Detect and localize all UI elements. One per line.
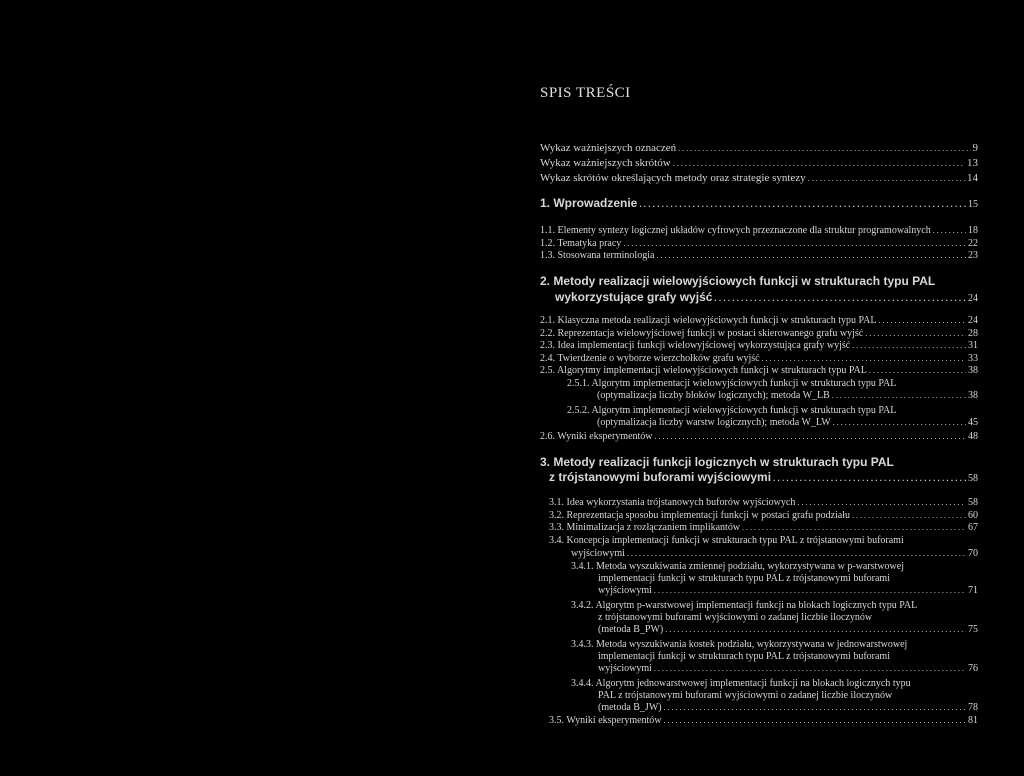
toc-entry-3-4-2: (metoda B_PW) . . . 75: [598, 624, 978, 636]
toc-entry-3-4-1: wyjściowymi . . . 71: [598, 585, 978, 597]
toc-chapter-2-line1: 2. Metody realizacji wielowyjściowych funkcji w strukturach typu PAL: [540, 274, 936, 288]
toc-entry-2-6: 2.6. Wyniki eksperymentów . . . 48: [540, 431, 978, 443]
toc-entry-3-4-2-line2: z trójstanowymi buforami wyjściowymi o zadanej liczbie iloczynów: [598, 612, 873, 623]
toc-chapter-3-line1: 3. Metody realizacji funkcji logicznych w strukturach typu PAL: [540, 455, 894, 469]
toc-chapter-1: 1. Wprowadzenie . . . 15: [540, 196, 978, 212]
toc-entry-3-4-4: (metoda B_JW) . . . 78: [598, 702, 978, 714]
toc-entry-3-4-1-line2: implementacji funkcji w strukturach typu PAL z trójstanowymi buforami: [598, 573, 890, 584]
toc-entry-3-4-line1: 3.4. Koncepcja implementacji funkcji w strukturach typu PAL z trójstanowymi buforami: [549, 535, 904, 546]
toc-entry-1-1: 1.1. Elementy syntezy logicznej układów cyfrowych przeznaczone dla struktur programowalnych . . . 18: [540, 225, 978, 237]
toc-entry-3-4-3-line2: implementacji funkcji w strukturach typu PAL z trójstanowymi buforami: [598, 651, 890, 662]
toc-entry-3-1: 3.1. Idea wykorzystania trójstanowych buforów wyjściowych . . . 58: [549, 497, 978, 509]
toc-entry-2-2: 2.2. Reprezentacja wielowyjściowej funkcji w postaci skierowanego grafu wyjść . . . 28: [540, 328, 978, 340]
toc-chapter-3: z trójstanowymi buforami wyjściowymi . . . 58: [549, 470, 978, 486]
toc-entry-2-3: 2.3. Idea implementacji funkcji wielowyjściowej wykorzystująca grafy wyjść . . . 31: [540, 340, 978, 352]
toc-entry-3-4: wyjściowymi . . . 70: [571, 548, 978, 560]
toc-entry-abbreviations: Wykaz ważniejszych skrótów . . . 13: [540, 157, 978, 170]
toc-entry-2-5: 2.5. Algorytmy implementacji wielowyjściowych funkcji w strukturach typu PAL . . . 38: [540, 365, 978, 377]
toc-entry-2-5-1-line1: 2.5.1. Algorytm implementacji wielowyjściowych funkcji w strukturach typu PAL: [567, 378, 897, 389]
toc-entry-3-3: 3.3. Minimalizacja z rozłączaniem implikantów . . . 67: [549, 522, 978, 534]
toc-entry-3-4-2-line1: 3.4.2. Algorytm p-warstwowej implementacji funkcji na blokach logicznych typu PAL: [571, 600, 918, 611]
toc-entry-1-3: 1.3. Stosowana terminologia . . . 23: [540, 250, 978, 262]
toc-entry-1-2: 1.2. Tematyka pracy . . . 22: [540, 238, 978, 250]
toc-entry-3-4-3: wyjściowymi . . . 76: [598, 663, 978, 675]
toc-entry-2-5-2-line1: 2.5.2. Algorytm implementacji wielowyjściowych funkcji w strukturach typu PAL: [567, 405, 897, 416]
toc-entry-method-abbreviations: Wykaz skrótów określających metody oraz strategie syntezy . . . 14: [540, 172, 978, 185]
toc-entry-3-4-3-line1: 3.4.3. Metoda wyszukiwania kostek podziału, wykorzystywana w jednowarstwowej: [571, 639, 908, 650]
toc-entry-2-1: 2.1. Klasyczna metoda realizacji wielowyjściowych funkcji w strukturach typu PAL . . . 24: [540, 315, 978, 327]
toc-entry-2-5-2: (optymalizacja liczby warstw logicznych); metoda W_LW . . . 45: [597, 417, 978, 429]
toc-entry-3-4-4-line1: 3.4.4. Algorytm jednowarstwowej implementacji funkcji na blokach logicznych typu: [571, 678, 911, 689]
toc-entry-symbols: Wykaz ważniejszych oznaczeń . . . 9: [540, 142, 978, 155]
page-title: SPIS TREŚCI: [540, 85, 631, 101]
toc-entry-3-2: 3.2. Reprezentacja sposobu implementacji funkcji w postaci grafu podziału . . . 60: [549, 510, 978, 522]
toc-entry-2-5-1: (optymalizacja liczby bloków logicznych); metoda W_LB . . . 38: [597, 390, 978, 402]
toc-entry-2-4: 2.4. Twierdzenie o wyborze wierzchołków grafu wyjść . . . 33: [540, 353, 978, 365]
toc-entry-3-5: 3.5. Wyniki eksperymentów . . . 81: [549, 715, 978, 727]
toc-chapter-2: wykorzystujące grafy wyjść . . . 24: [555, 290, 978, 306]
toc-entry-3-4-4-line2: PAL z trójstanowymi buforami wyjściowymi o zadanej liczbie iloczynów: [598, 690, 893, 701]
toc-entry-3-4-1-line1: 3.4.1. Metoda wyszukiwania zmiennej podziału, wykorzystywana w p-warstwowej: [571, 561, 904, 572]
